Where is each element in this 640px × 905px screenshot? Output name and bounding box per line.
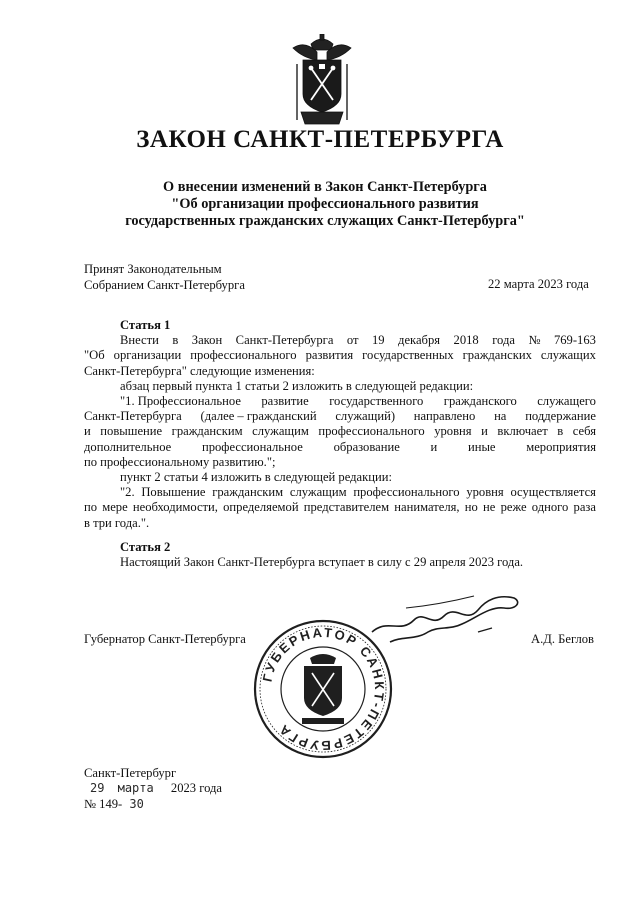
word: и bbox=[430, 439, 438, 454]
word: раза bbox=[573, 500, 596, 515]
word: осуществляется bbox=[510, 485, 596, 500]
word: представителем bbox=[303, 500, 390, 515]
signer-position: Губернатор Санкт-Петербурга bbox=[84, 632, 246, 646]
seal-text: ГУБЕРНАТОР САНКТ-ПЕТЕРБУРГА bbox=[259, 624, 388, 754]
word: развитие bbox=[261, 394, 309, 409]
word: служащим bbox=[252, 424, 309, 439]
word: повышение bbox=[100, 424, 163, 439]
signing-place: Санкт-Петербург bbox=[84, 766, 177, 780]
word: профессионального bbox=[190, 348, 297, 363]
text-line bbox=[84, 500, 596, 515]
text-line bbox=[84, 440, 596, 455]
word: мере bbox=[102, 500, 128, 515]
word: и bbox=[84, 424, 91, 439]
text-line: Санкт-Петербурга" следующие изменения: bbox=[84, 363, 315, 378]
word: реже bbox=[500, 500, 527, 515]
article-1-heading: Статья 1 bbox=[120, 318, 171, 332]
word: служащего bbox=[537, 394, 596, 409]
word: 769-163 bbox=[553, 333, 596, 348]
article-2-heading: Статья 2 bbox=[120, 540, 171, 554]
word: декабря bbox=[398, 333, 441, 348]
word: в bbox=[557, 424, 564, 439]
word: нанимателя, bbox=[394, 500, 460, 515]
word: в bbox=[172, 333, 179, 348]
word: "2. bbox=[120, 485, 135, 500]
text-line bbox=[84, 424, 596, 439]
adoption-line: Собранием Санкт-Петербурга bbox=[84, 278, 245, 292]
text-line: Настоящий Закон Санкт-Петербурга вступает в силу с 29 апреля 2023 года. bbox=[120, 555, 524, 570]
text-line bbox=[84, 394, 596, 409]
word: определяемой bbox=[223, 500, 299, 515]
word: гражданским bbox=[171, 424, 243, 439]
word: служащих bbox=[540, 348, 596, 363]
word: одного bbox=[531, 500, 569, 515]
word: № bbox=[528, 333, 541, 348]
word: (далее – гражданский bbox=[200, 409, 317, 424]
word: Санкт-Петербурга bbox=[235, 333, 334, 348]
word: служащим bbox=[289, 485, 347, 500]
word: гражданским bbox=[212, 485, 284, 500]
word: иные bbox=[467, 439, 496, 454]
word: профессионального bbox=[318, 424, 425, 439]
text-line bbox=[84, 409, 596, 424]
word: поддержание bbox=[525, 409, 596, 424]
signing-date bbox=[84, 781, 222, 796]
handwritten-number: 30 bbox=[129, 797, 144, 811]
adoption-date: 22 марта 2023 года bbox=[488, 277, 589, 291]
word: гражданского bbox=[443, 394, 517, 409]
text-line: абзац первый пункта 1 статьи 2 изложить в следующей редакции: bbox=[120, 378, 474, 393]
word: не bbox=[483, 500, 496, 515]
word: дополнительное bbox=[84, 439, 172, 454]
word: уровня bbox=[466, 485, 504, 500]
word: Повышение bbox=[141, 485, 206, 500]
number-prefix: № 149- bbox=[84, 797, 123, 811]
word: Санкт-Петербурга bbox=[84, 409, 182, 424]
word: Закон bbox=[191, 333, 223, 348]
word: государственных bbox=[362, 348, 454, 363]
coat-of-arms-emblem bbox=[289, 34, 355, 126]
text-line: по профессиональному развитию."; bbox=[84, 454, 276, 469]
word: профессионального bbox=[353, 485, 460, 500]
signer-name: А.Д. Беглов bbox=[531, 632, 595, 646]
word: развития bbox=[305, 348, 354, 363]
word: мероприятия bbox=[526, 439, 596, 454]
subtitle-line: "Об организации профессионального развития bbox=[171, 196, 479, 212]
word: государственного bbox=[329, 394, 424, 409]
word: себя bbox=[572, 424, 596, 439]
text-line bbox=[84, 485, 596, 500]
adoption-statement bbox=[84, 261, 245, 293]
word: Внести bbox=[120, 333, 159, 348]
word: образование bbox=[333, 439, 400, 454]
word: "1. Профессиональное bbox=[120, 394, 241, 409]
text-line bbox=[84, 333, 596, 348]
article-1 bbox=[84, 318, 596, 531]
word: года bbox=[492, 333, 515, 348]
document-title: ЗАКОН САНКТ-ПЕТЕРБУРГА bbox=[136, 126, 504, 153]
word: служащий) bbox=[335, 409, 396, 424]
word: 2018 bbox=[453, 333, 479, 348]
word: включает bbox=[497, 424, 548, 439]
subtitle-line: государственных гражданских служащих Санкт-Петербурга" bbox=[125, 213, 525, 229]
word: профессиональное bbox=[201, 439, 303, 454]
word: необходимости, bbox=[132, 500, 218, 515]
law-subtitle bbox=[60, 179, 590, 230]
article-2 bbox=[84, 540, 596, 570]
adoption-line: Принят Законодательным bbox=[84, 262, 222, 276]
law-number bbox=[84, 797, 144, 812]
handwritten-day: 29 bbox=[90, 781, 105, 795]
word: и bbox=[481, 424, 488, 439]
handwritten-signature bbox=[366, 588, 526, 648]
word: по bbox=[84, 500, 98, 515]
word: но bbox=[464, 500, 478, 515]
text-line: пункт 2 статьи 4 изложить в следующей редакции: bbox=[120, 470, 392, 485]
text-line: в три года.". bbox=[84, 515, 150, 530]
word: 19 bbox=[371, 333, 385, 348]
word: "Об bbox=[84, 348, 105, 363]
subtitle-line: О внесении изменений в Закон Санкт-Петербурга bbox=[163, 179, 487, 195]
year-text: 2023 года bbox=[170, 781, 223, 795]
word: уровня bbox=[434, 424, 472, 439]
word: направлено bbox=[413, 409, 476, 424]
word: на bbox=[494, 409, 507, 424]
handwritten-month: марта bbox=[117, 781, 154, 795]
text-line bbox=[84, 348, 596, 363]
word: гражданских bbox=[462, 348, 532, 363]
word: от bbox=[346, 333, 359, 348]
word: организации bbox=[113, 348, 182, 363]
